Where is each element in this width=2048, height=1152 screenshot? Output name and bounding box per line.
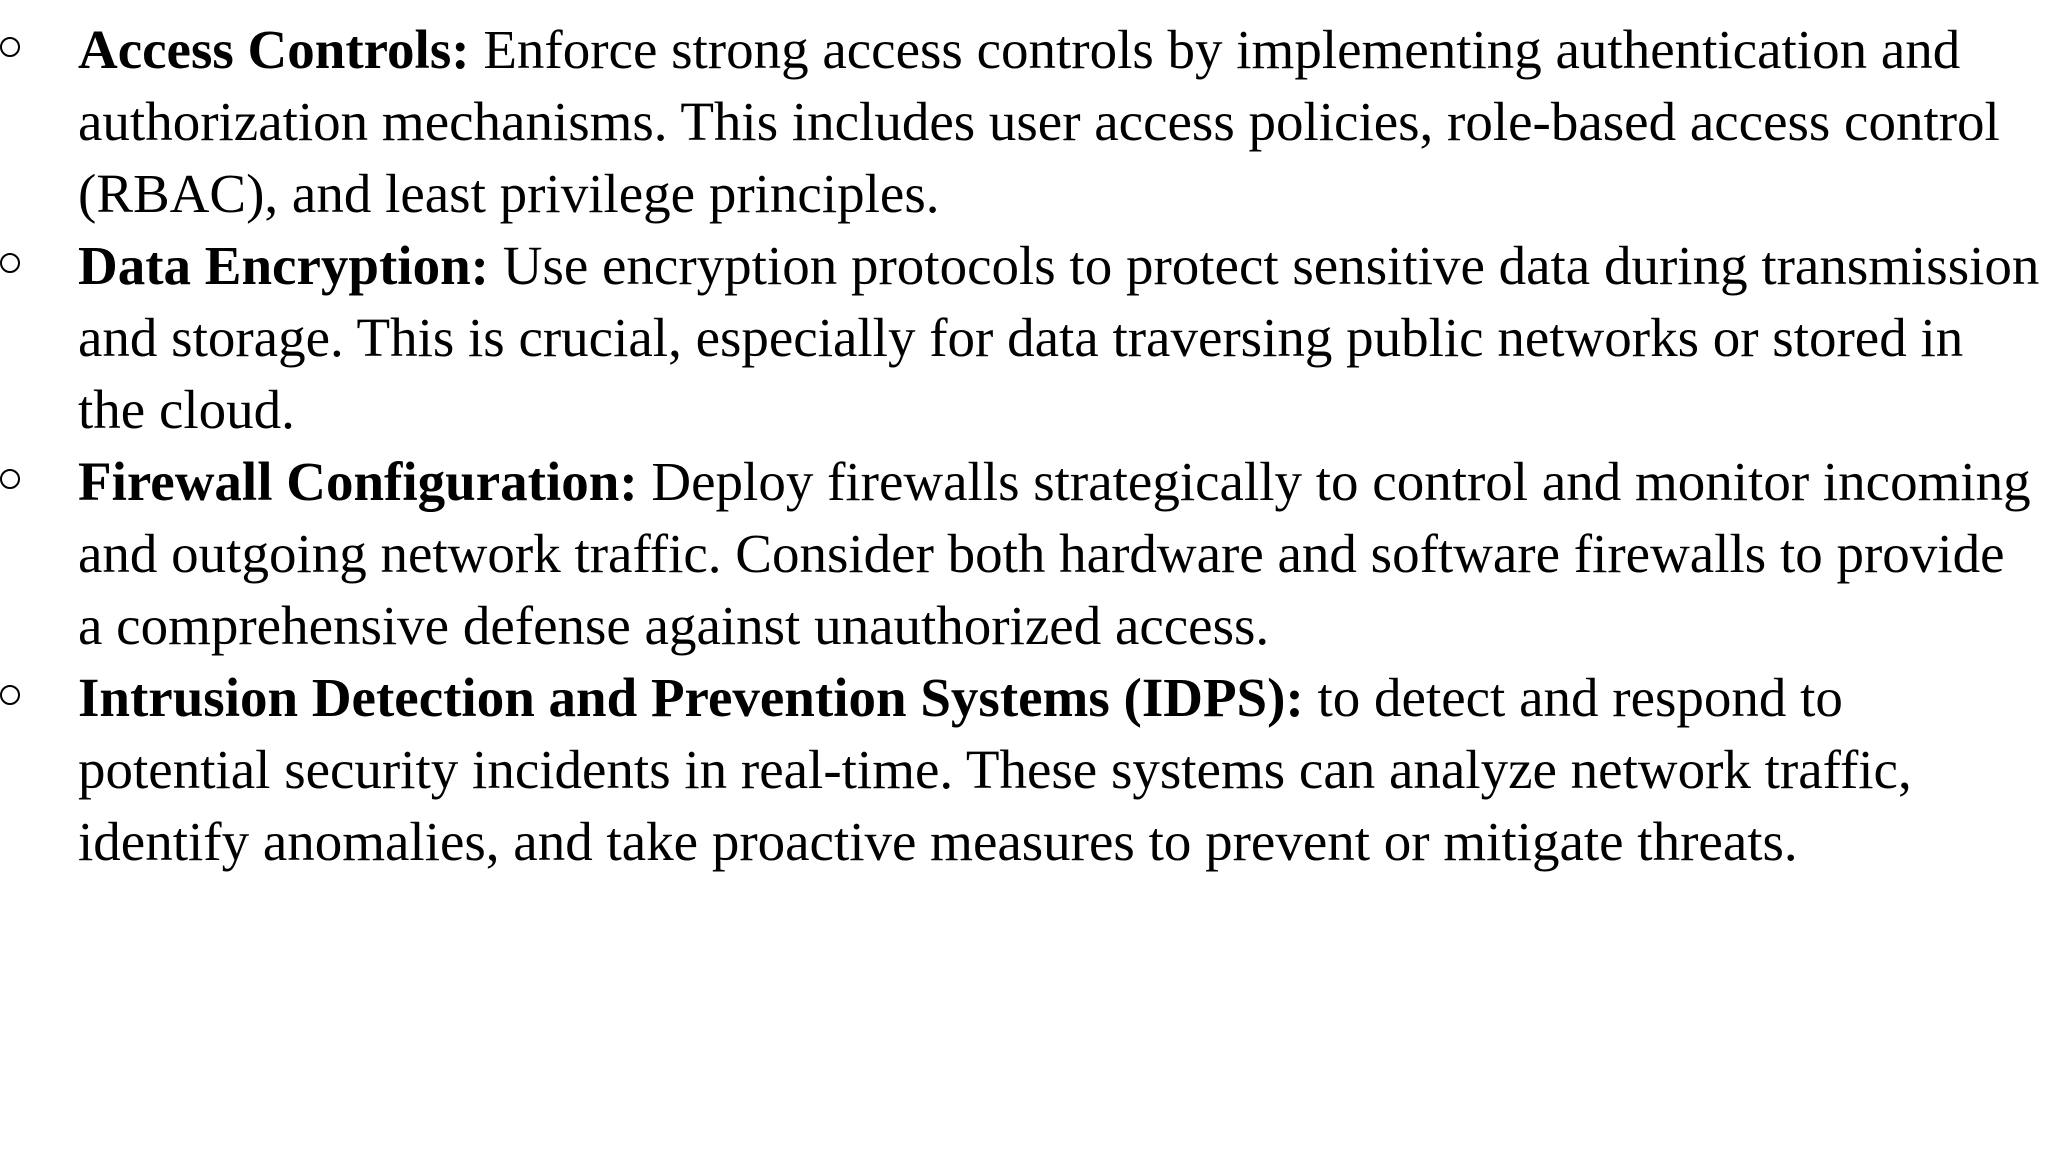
list-item-data-encryption <box>0 230 2040 446</box>
item-term: Intrusion Detection and Prevention Systems (IDPS): <box>78 667 1304 728</box>
hollow-circle-bullet-icon <box>0 685 20 705</box>
security-measures-list <box>0 14 2040 878</box>
item-description: Enforce strong access controls by implementing authentication and authorization mechanisms. This includes user access policies, role-based access control (RBAC), and least privilege principles. <box>78 19 2000 224</box>
item-term: Data Encryption: <box>78 235 489 296</box>
item-description: to detect and respond to potential security incidents in real-time. These systems can analyze network traffic, identify anomalies, and take proactive measures to prevent or mitigate threats. <box>78 667 1912 872</box>
hollow-circle-bullet-icon <box>0 253 20 273</box>
list-item-firewall-configuration <box>0 446 2040 662</box>
item-description: Use encryption protocols to protect sensitive data during transmission and storage. This is crucial, especially for data traversing public networks or stored in the cloud. <box>78 235 2040 440</box>
item-description: Deploy firewalls strategically to control and monitor incoming and outgoing network traffic. Consider both hardware and software firewalls to provide a comprehensive defense against unauthorized access. <box>78 451 2031 656</box>
hollow-circle-bullet-icon <box>0 37 20 57</box>
list-item-idps <box>0 662 2040 878</box>
hollow-circle-bullet-icon <box>0 469 20 489</box>
list-item-access-controls <box>0 14 2040 230</box>
item-term: Access Controls: <box>78 19 470 80</box>
item-term: Firewall Configuration: <box>78 451 638 512</box>
